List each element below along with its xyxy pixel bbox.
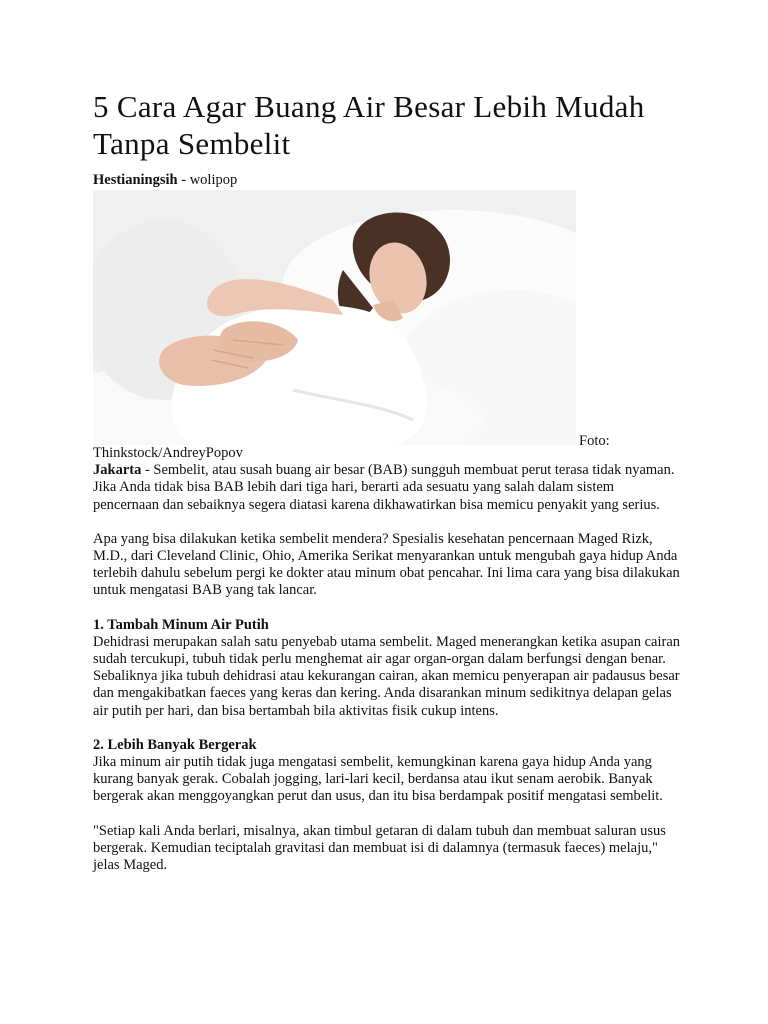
section-2-text: Jika minum air putih tidak juga mengatasi sembelit, kemungkinan karena gaya hidup Anda yang kurang banyak gerak. Cobalah jogging, lari-lari kecil, berdansa atau ikut senam aerobik. Banyak bergerak akan menggoyangkan perut dan usus, dan itu bisa berdampak positif mengatasi sembelit. — [93, 754, 663, 805]
author-name: Hestianingsih — [93, 172, 178, 188]
article-body — [93, 445, 683, 891]
dateline: Jakarta — [93, 462, 142, 479]
quote-paragraph: "Setiap kali Anda berlari, misalnya, akan timbul getaran di dalam tubuh dan membuat saluran usus bergerak. Kemudian teciptalah gravitasi dan membuat isi di dalamnya (termasuk faeces) melaju," jelas Maged. — [93, 822, 666, 874]
section-1 — [93, 617, 683, 720]
section-heading-1: 1. Tambah Minum Air Putih — [93, 616, 269, 633]
photo-credit: Thinkstock/AndreyPopov — [93, 445, 243, 461]
article-photo — [93, 190, 576, 445]
byline — [93, 172, 237, 189]
intro-text: - Sembelit, atau susah buang air besar (BAB) sungguh membuat perut terasa tidak nyaman. Jika Anda tidak bisa BAB lebih dari tiga hari, berarti ada sesuatu yang salah dalam sistem pencernaan dan sebaiknya segera diatasi karena dikhawatirkan bisa memicu penyakit yang serius. — [93, 462, 675, 513]
article-title: 5 Cara Agar Buang Air Besar Lebih Mudah Tanpa Sembelit — [93, 89, 645, 161]
paragraph-2: Apa yang bisa dilakukan ketika sembelit mendera? Spesialis kesehatan pencernaan Maged Rizk, M.D., dari Cleveland Clinic, Ohio, Amerika Serikat menyarankan untuk mengubah gaya hidup Anda terlebih dahulu sebelum pergi ke dokter atau minum obat pencahar. Ini lima cara yang bisa dilakukan untuk mengatasi BAB yang tak lancar. — [93, 530, 680, 599]
paragraph-intro — [93, 462, 683, 514]
section-2 — [93, 737, 683, 806]
section-heading-2: 2. Lebih Banyak Bergerak — [93, 736, 257, 753]
section-1-text: Dehidrasi merupakan salah satu penyebab utama sembelit. Maged menerangkan ketika asupan cairan sudah tercukupi, tubuh tidak perlu menghemat air agar organ-organ dalam berfungsi dengan benar. Sebaliknya jika tubuh dehidrasi atau kekurangan cairan, akan memicu penyerapan air padausus besar dan mengakibatkan faeces yang keras dan kering. Anda disarankan minum sedikitnya delapan gelas air putih per hari, dan bisa bertambah bila aktivitas fisik cukup intens. — [93, 633, 681, 719]
source-name: - wolipop — [177, 172, 238, 188]
photo-credit-label: Foto: — [579, 433, 610, 449]
